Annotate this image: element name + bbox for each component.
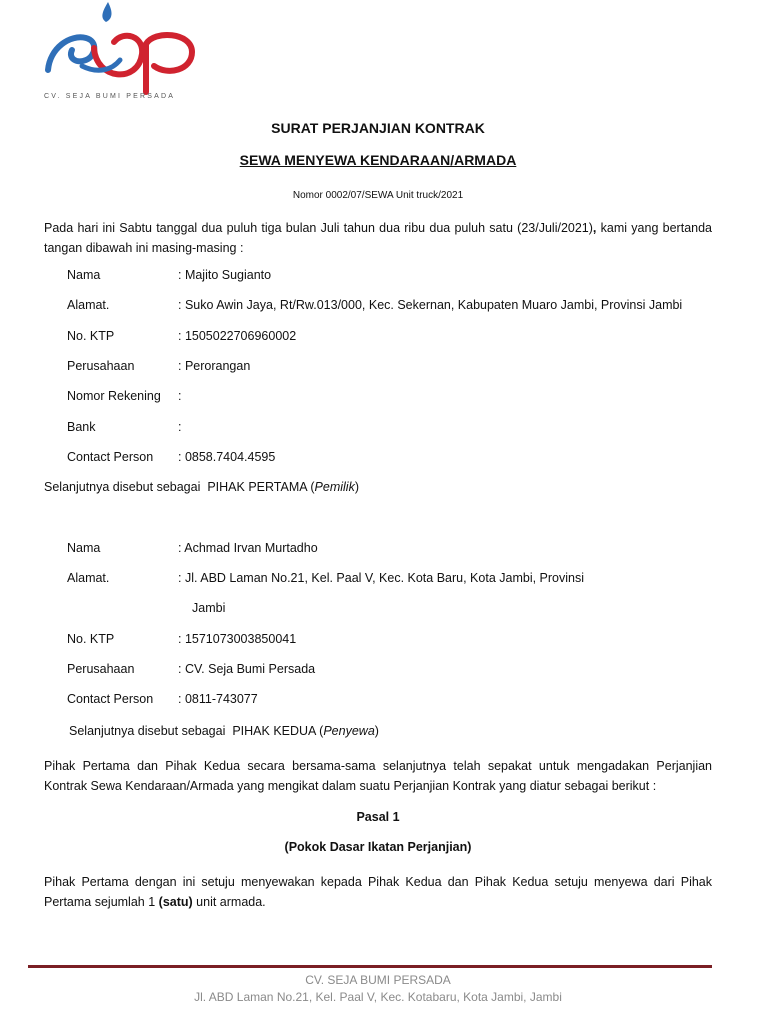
pasal1-text-bold: (satu) (158, 895, 193, 909)
party1-label-ktp: No. KTP (67, 329, 115, 343)
party2-designation: Selanjutnya disebut sebagai PIHAK KEDUA (Penyewa) (69, 724, 379, 738)
party1-value-name: : Majito Sugianto (178, 268, 272, 282)
party2-designation-role: Penyewa (323, 724, 375, 738)
party1-label-name: Nama (67, 268, 101, 282)
pasal1-text: Pihak Pertama dengan ini setuju menyewakan kepada Pihak Kedua dan Pihak Kedua setuju menyewa dari Pihak Pertama sejumlah 1 (44, 875, 712, 909)
party1-value-bank: : (178, 420, 182, 434)
party1-designation-prefix: Selanjutnya disebut sebagai (44, 480, 201, 494)
party1-designation-party: PIHAK PERTAMA (207, 480, 307, 494)
party2-label-contact: Contact Person (67, 692, 154, 706)
party2-value-ktp: : 1571073003850041 (178, 632, 297, 646)
pasal1-paragraph (44, 872, 712, 912)
logo-red-bowl (146, 35, 192, 71)
intro-text: Pada hari ini Sabtu tanggal dua puluh tiga bulan Juli tahun dua ribu dua puluh satu (23/Juli/2021) (44, 221, 593, 235)
party2-value-contact: : 0811-743077 (178, 692, 258, 706)
document-subtitle: SEWA MENYEWA KENDARAAN/ARMADA (239, 152, 517, 168)
pasal1-text-end: unit armada. (192, 895, 266, 909)
party1-value-account: : (178, 389, 182, 403)
party2-designation-prefix: Selanjutnya disebut sebagai (69, 724, 226, 738)
party1-label-account: Nomor Rekening (67, 389, 161, 403)
intro-paragraph: Pada hari ini Sabtu tanggal dua puluh tiga bulan Juli tahun dua ribu dua puluh satu (23/Juli/2021), kami yang bertanda tangan dibawah ini masing-masing : (44, 221, 712, 255)
party2-label-company: Perusahaan (67, 662, 135, 676)
footer-address: Jl. ABD Laman No.21, Kel. Paal V, Kec. Kotabaru, Kota Jambi, Jambi (194, 990, 562, 1004)
party1-value-address: : Suko Awin Jaya, Rt/Rw.013/000, Kec. Sekernan, Kabupaten Muaro Jambi, Provinsi Jambi (178, 298, 683, 312)
party2-value-address: : Jl. ABD Laman No.21, Kel. Paal V, Kec. Kota Baru, Kota Jambi, Provinsi (178, 571, 584, 585)
logo-blue-drop (102, 2, 111, 22)
party1-value-ktp: : 1505022706960002 (178, 329, 297, 343)
document-title: SURAT PERJANJIAN KONTRAK (271, 120, 485, 136)
party1-label-bank: Bank (67, 420, 96, 434)
party1-label-contact: Contact Person (67, 450, 154, 464)
intro-text-end: kami yang bertanda tangan dibawah ini masing-masing : (44, 221, 712, 255)
footer-company: CV. SEJA BUMI PERSADA (305, 973, 451, 987)
party2-label-address: Alamat. (67, 571, 110, 585)
party1-designation-role: Pemilik (314, 480, 355, 494)
party1-value-company: : Perorangan (178, 359, 251, 373)
party1-label-address: Alamat. (67, 298, 110, 312)
party1-label-company: Perusahaan (67, 359, 135, 373)
logo-blue-swoosh (48, 37, 94, 70)
party2-value-company: : CV. Seja Bumi Persada (178, 662, 316, 676)
company-logo (42, 0, 202, 104)
party2-label-name: Nama (67, 541, 101, 555)
party2-value-name: : Achmad Irvan Murtadho (178, 541, 318, 555)
footer-divider (28, 965, 712, 968)
logo-company-name: CV. SEJA BUMI PERSADA (44, 93, 176, 100)
party2-label-ktp: No. KTP (67, 632, 115, 646)
party1-designation: Selanjutnya disebut sebagai PIHAK PERTAMA (Pemilik) (44, 480, 360, 494)
agreement-paragraph: Pihak Pertama dan Pihak Kedua secara bersama-sama selanjutnya telah sepakat untuk mengadakan Perjanjian Kontrak Sewa Kendaraan/Armada yang mengikat dalam suatu Perjanjian Kontrak yang diatur sebagai berikut : (44, 759, 712, 793)
document-number: Nomor 0002/07/SEWA Unit truck/2021 (292, 190, 464, 201)
party2-value-address-cont: Jambi (192, 601, 226, 615)
pasal1-subheading: (Pokok Dasar Ikatan Perjanjian) (284, 840, 472, 854)
party1-value-contact: : 0858.7404.4595 (178, 450, 276, 464)
pasal1-heading: Pasal 1 (356, 810, 400, 824)
party2-designation-party: PIHAK KEDUA (232, 724, 316, 738)
